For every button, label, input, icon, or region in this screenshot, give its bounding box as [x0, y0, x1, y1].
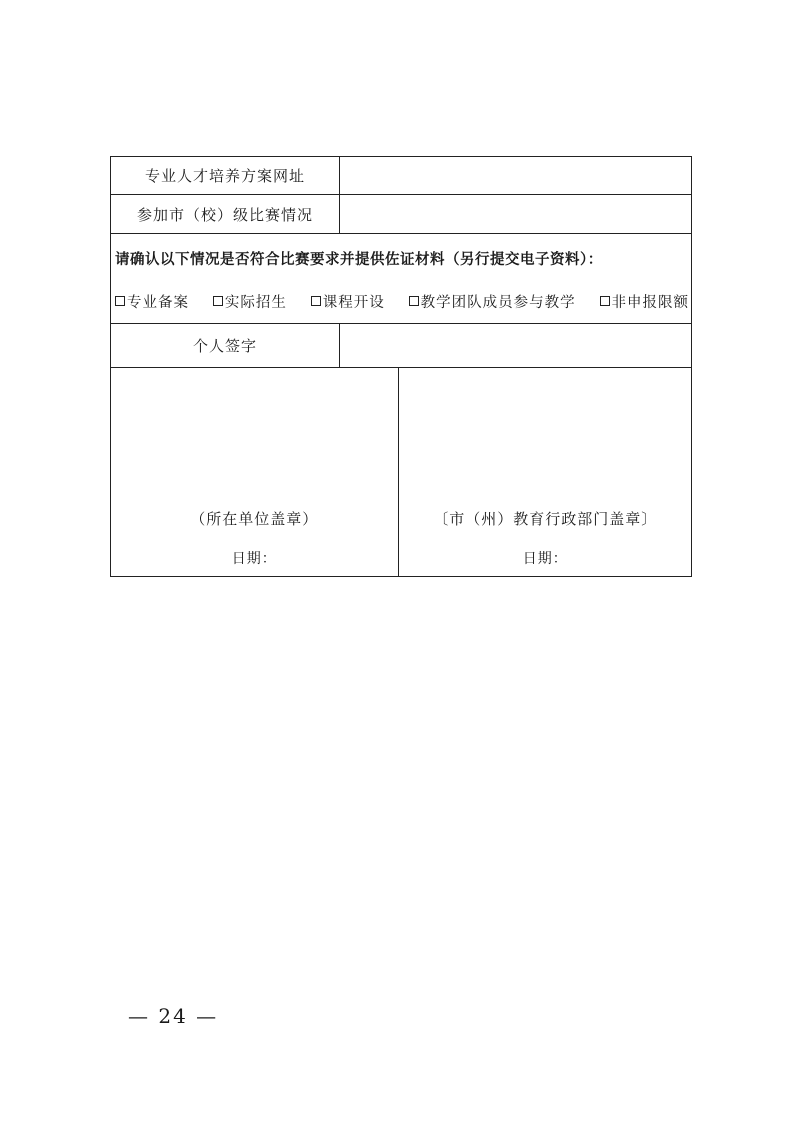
- checkbox-item-team-teaching[interactable]: [409, 291, 576, 312]
- checkbox-list: [115, 291, 689, 312]
- stamp-split: [111, 368, 692, 576]
- bureau-date-label: 日期：: [522, 551, 568, 567]
- row-signature: [111, 324, 692, 368]
- checkbox-item-filing[interactable]: [115, 291, 189, 312]
- checkbox-icon[interactable]: [311, 296, 321, 306]
- bureau-stamp-area: [398, 368, 692, 576]
- checkbox-label: 教学团队成员参与教学: [420, 294, 576, 311]
- bureau-stamp-label: 〔市（州）教育行政部门盖章〕: [433, 510, 658, 528]
- stamp-cell: [111, 368, 692, 577]
- checkbox-label: 实际招生: [224, 294, 287, 311]
- competition-label: 参加市（校）级比赛情况: [111, 195, 340, 234]
- checkbox-label: 课程开设: [322, 294, 385, 311]
- checkbox-item-quota[interactable]: [600, 291, 690, 312]
- row-program-url: [111, 157, 692, 195]
- checkbox-icon[interactable]: [600, 296, 610, 306]
- unit-stamp-area: [111, 368, 398, 576]
- signature-field[interactable]: [340, 324, 692, 368]
- unit-date-label: 日期：: [231, 551, 277, 567]
- unit-stamp-label: （所在单位盖章）: [190, 510, 319, 528]
- checkbox-icon[interactable]: [409, 296, 419, 306]
- row-stamps: [111, 368, 692, 577]
- checkbox-label: 专业备案: [127, 294, 189, 311]
- checkbox-item-courses[interactable]: [311, 291, 385, 312]
- confirmation-cell: [111, 234, 692, 324]
- program-url-label: 专业人才培养方案网址: [111, 157, 340, 195]
- checkbox-icon[interactable]: [115, 296, 125, 306]
- application-form-table: [110, 156, 692, 577]
- row-confirmation: [111, 234, 692, 324]
- row-competition: [111, 195, 692, 234]
- checkbox-item-enrollment[interactable]: [213, 291, 287, 312]
- checkbox-label: 非申报限额: [611, 294, 689, 311]
- program-url-field[interactable]: [340, 157, 692, 195]
- page-number: — 24 —: [128, 1004, 219, 1028]
- competition-field[interactable]: [340, 195, 692, 234]
- checkbox-icon[interactable]: [213, 296, 223, 306]
- confirmation-title: 请确认以下情况是否符合比赛要求并提供佐证材料（另行提交电子资料）：: [115, 250, 603, 268]
- signature-label: 个人签字: [111, 324, 340, 368]
